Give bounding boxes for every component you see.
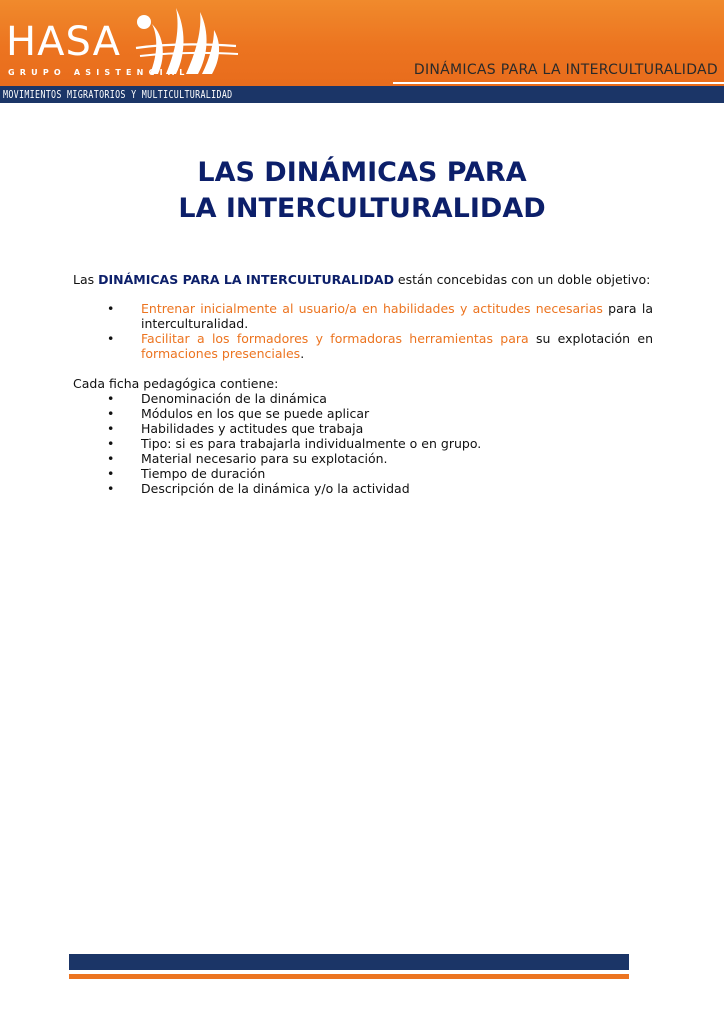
logo-text: HASA xyxy=(6,19,121,65)
bullet: • xyxy=(107,301,115,316)
ficha-item-text: Módulos en los que se puede aplicar xyxy=(141,406,370,421)
list-item xyxy=(73,421,653,436)
bullet: • xyxy=(107,466,115,481)
list-item xyxy=(73,436,653,451)
title-line-1: LAS DINÁMICAS PARA xyxy=(197,157,527,188)
objective-mid: su explotación en xyxy=(528,331,653,346)
ficha-item-text: Habilidades y actitudes que trabaja xyxy=(141,421,364,436)
list-item xyxy=(73,391,653,406)
intro-paragraph xyxy=(73,272,653,287)
ficha-item-text: Tiempo de duración xyxy=(141,466,266,481)
section-title: DINÁMICAS PARA LA INTERCULTURALIDAD xyxy=(413,62,718,78)
sailboats-logo-icon xyxy=(128,2,240,78)
banner-text: MOVIMIENTOS MIGRATORIOS Y MULTICULTURALIDAD xyxy=(3,88,233,101)
bullet: • xyxy=(107,406,115,421)
page-header xyxy=(0,0,724,86)
list-item xyxy=(73,331,653,361)
list-item xyxy=(73,481,653,496)
ficha-item-text: Descripción de la dinámica y/o la actividad xyxy=(141,481,410,496)
objective-highlight: Facilitar a los formadores y formadoras herramientas para xyxy=(141,331,529,346)
ficha-item-text: Tipo: si es para trabajarla individualmente o en grupo. xyxy=(141,436,482,451)
topic-banner xyxy=(0,86,724,103)
ficha-intro: Cada ficha pedagógica contiene: xyxy=(73,376,279,391)
ficha-item-text: Denominación de la dinámica xyxy=(141,391,327,406)
header-divider xyxy=(393,82,724,84)
bullet: • xyxy=(107,451,115,466)
list-item xyxy=(73,466,653,481)
footer-navy-bar xyxy=(69,954,629,970)
list-item xyxy=(73,406,653,421)
bullet: • xyxy=(107,481,115,496)
title-line-2: LA INTERCULTURALIDAD xyxy=(178,193,546,224)
document-title xyxy=(0,155,724,227)
intro-post: están concebidas con un doble objetivo: xyxy=(393,272,651,287)
list-item xyxy=(73,451,653,466)
objective-rest: para la interculturalidad. xyxy=(141,301,653,331)
intro-pre: Las xyxy=(73,272,99,287)
objectives-list xyxy=(73,301,653,361)
objective-end: . xyxy=(300,346,305,361)
bullet: • xyxy=(107,391,115,406)
ficha-contents-list xyxy=(73,391,653,496)
objective-highlight: Entrenar inicialmente al usuario/a en habilidades y actitudes necesarias xyxy=(141,301,603,316)
logo-subtitle: GRUPO ASISTENCIAL xyxy=(8,68,190,77)
list-item xyxy=(73,301,653,331)
ficha-item-text: Material necesario para su explotación. xyxy=(141,451,388,466)
objective-highlight-2: formaciones presenciales xyxy=(141,346,301,361)
bullet: • xyxy=(107,331,115,346)
bullet: • xyxy=(107,421,115,436)
intro-bold: DINÁMICAS PARA LA INTERCULTURALIDAD xyxy=(98,272,394,287)
bullet: • xyxy=(107,436,115,451)
footer-orange-bar xyxy=(69,974,629,979)
